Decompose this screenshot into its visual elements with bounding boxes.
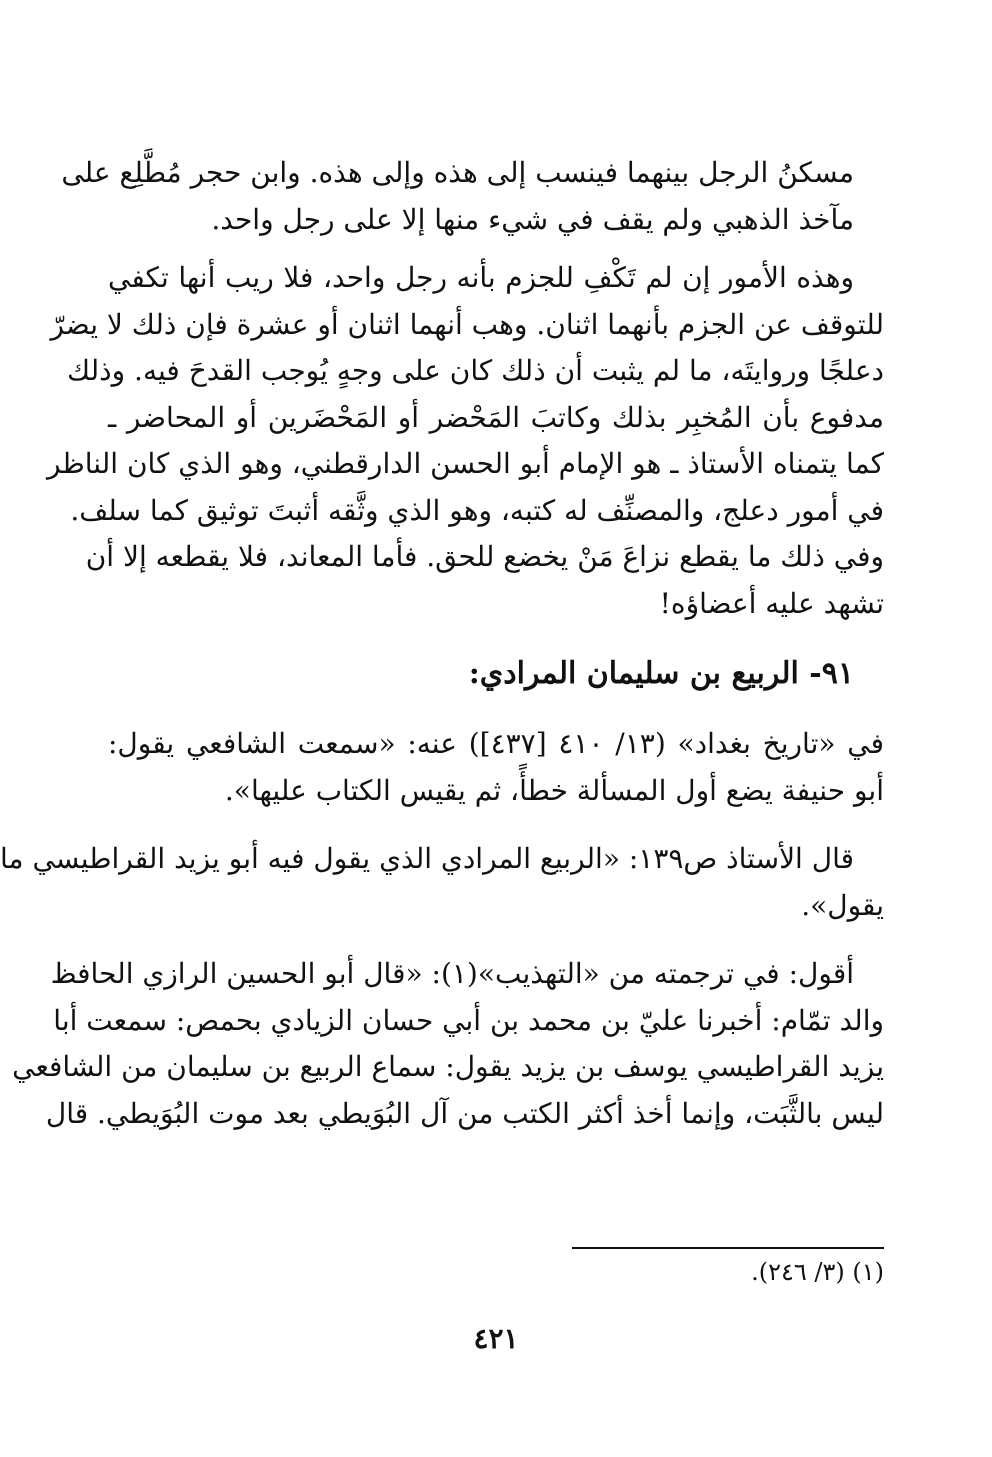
text-line: يزيد القراطيسي يوسف بن يزيد يقول: سماع الربيع بن سليمان من الشافعي <box>12 1050 884 1083</box>
text-line: كما يتمناه الأستاذ ـ هو الإمام أبو الحسن الدارقطني، وهو الذي كان الناظر <box>47 447 884 480</box>
paragraph-5 <box>12 951 884 1137</box>
text-line: أقول: في ترجمته من «التهذيب»(١): «قال أبو الحسين الرازي الحافظ <box>50 957 854 990</box>
footnote-divider <box>572 1247 884 1249</box>
footnote: (١) (٣/ ٢٤٦). <box>751 1258 884 1286</box>
paragraph-4 <box>0 836 884 929</box>
text-line: يقول». <box>801 888 884 922</box>
text-line: في «تاريخ بغداد» (١٣/ ٤١٠ [٤٣٧]) عنه: «سمعت الشافعي يقول: <box>108 727 884 760</box>
text-line: دعلجًا وروايتَه، ما لم يثبت أن ذلك كان على وجهٍ يُوجب القدحَ فيه. وذلك <box>67 354 884 387</box>
text-line: مسكنُ الرجل بينهما فينسب إلى هذه وإلى هذه. وابن حجر مُطَّلِع على <box>61 156 854 189</box>
paragraph-1 <box>61 150 884 243</box>
text-line: وفي ذلك ما يقطع نزاعَ مَنْ يخضع للحق. فأما المعاند، فلا يقطعه إلا أن <box>85 540 884 573</box>
text-line: مدفوع بأن المُخبِر بذلك وكاتبَ المَحْضر أو المَحْضَرين أو المحاضر ـ <box>108 400 884 434</box>
text-line: ليس بالثَّبَت، وإنما أخذ أكثر الكتب من آل البُوَيطي بعد موت البُوَيطي. قال <box>45 1096 884 1130</box>
text-line: قال الأستاذ ص١٣٩: «الربيع المرادي الذي يقول فيه أبو يزيد القراطيسي ما <box>0 842 854 875</box>
text-line: تشهد عليه أعضاؤه! <box>659 586 884 620</box>
text-line: مآخذ الذهبي ولم يقف في شيء منها إلا على رجل واحد. <box>211 202 854 236</box>
text-line: في أمور دعلج، والمصنِّف له كتبه، وهو الذي وثَّقه أثبتَ توثيق كما سلف. <box>70 493 884 527</box>
page-body <box>0 150 884 1137</box>
text-line: والد تمّام: أخبرنا عليّ بن محمد بن أبي حسان الزيادي بحمص: سمعت أبا <box>53 1003 884 1037</box>
text-line: أبو حنيفة يضع أول المسألة خطأً، ثم يقيس الكتاب عليها». <box>224 773 884 807</box>
text-line: وهذه الأمور إن لم تَكْفِ للجزم بأنه رجل واحد، فلا ريب أنها تكفي <box>108 261 854 294</box>
section-heading: ٩١- الربيع بن سليمان المرادي: <box>468 656 854 691</box>
paragraph-3 <box>108 721 884 814</box>
paragraph-2 <box>47 255 884 627</box>
text-line: للتوقف عن الجزم بأنهما اثنان. وهب أنهما اثنان أو عشرة فإن ذلك لا يضرّ <box>50 307 884 341</box>
page-number: ٤٢١ <box>473 1322 519 1355</box>
